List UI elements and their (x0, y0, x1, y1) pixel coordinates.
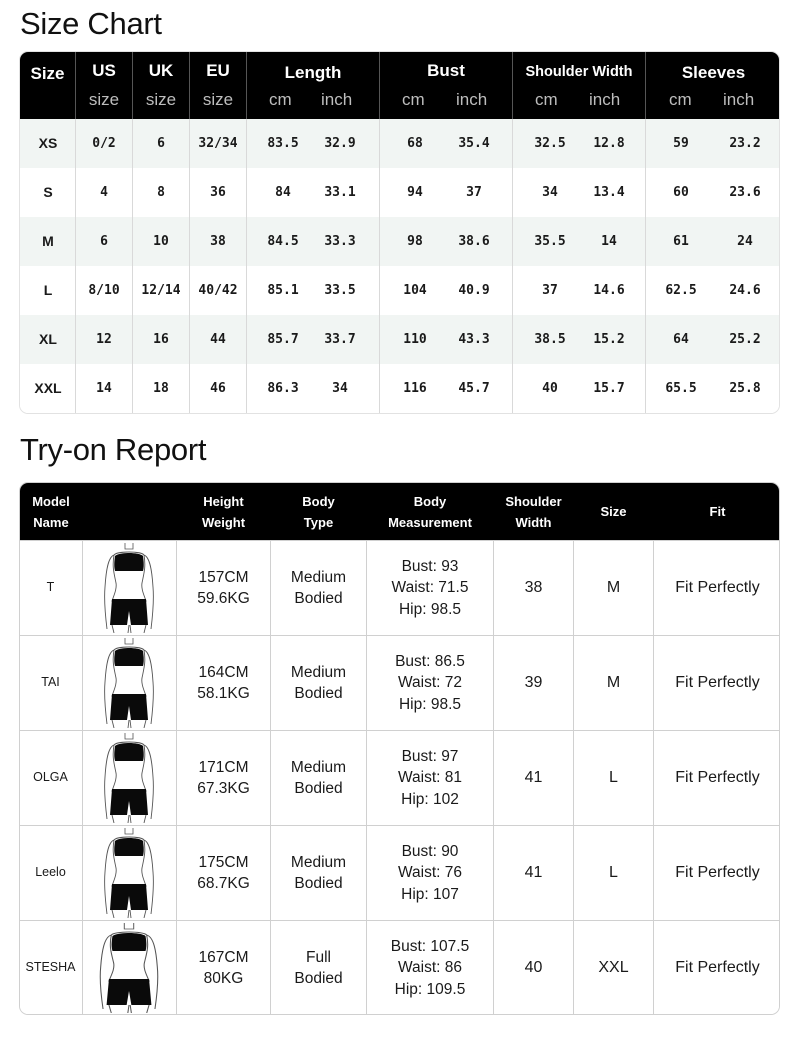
cell-bust-cm: 94 (407, 185, 423, 200)
cell-eu: 44 (210, 332, 226, 347)
cell-len-in: 32.9 (324, 136, 356, 151)
size-chart-row (20, 217, 780, 266)
cell-size: XS (38, 135, 58, 151)
tryon-header-fit (654, 483, 780, 540)
fit-value: Fit Perfectly (675, 674, 760, 692)
cell-bust-in: 37 (466, 185, 482, 200)
body-type-line2: Bodied (294, 875, 343, 892)
header-uk (133, 52, 189, 119)
cell-sl-cm: 65.5 (665, 381, 697, 396)
cell-size: XXL (34, 380, 62, 396)
column-divider (493, 540, 494, 1015)
cell-bust-cm: 68 (407, 136, 423, 151)
header-divider (645, 52, 646, 119)
tryon-header-bt-line1: Body (302, 493, 335, 509)
size-chart-header (20, 52, 780, 119)
tryon-row (20, 635, 780, 730)
body-figure-icon (84, 828, 174, 918)
header-length (247, 52, 379, 119)
cell-eu: 32/34 (198, 136, 238, 151)
bust-value: Bust: 90 (401, 842, 459, 860)
body-type-line1: Full (306, 948, 331, 966)
height-value: 167CM (198, 948, 249, 966)
cell-us: 12 (96, 332, 112, 347)
cell-sh-cm: 35.5 (534, 234, 566, 249)
cell-sl-cm: 60 (673, 185, 689, 200)
cell-len-cm: 83.5 (267, 136, 299, 151)
cell-sh-cm: 34 (542, 185, 558, 200)
hip-value: Hip: 107 (401, 885, 459, 903)
header-length-label: Length (284, 63, 342, 82)
bust-value: Bust: 93 (401, 557, 459, 575)
body-type-line1: Medium (290, 568, 347, 586)
cell-sl-cm: 59 (673, 136, 689, 151)
tryon-row (20, 920, 780, 1015)
size-chart-row (20, 168, 780, 217)
body-type (271, 636, 366, 730)
cell-eu: 46 (210, 381, 226, 396)
column-divider (366, 540, 367, 1015)
header-divider (379, 52, 380, 119)
cell-sh-cm: 32.5 (534, 136, 566, 151)
cell-sh-cm: 38.5 (534, 332, 566, 347)
tryon-header-sw-line2: Width (515, 514, 552, 530)
cell-uk: 16 (153, 332, 169, 347)
cell-size: XL (39, 331, 57, 347)
tryon-header-model-line2: Name (33, 514, 69, 530)
cell-uk: 18 (153, 381, 169, 396)
shoulder-width-value: 38 (524, 579, 543, 597)
waist-value: Waist: 81 (397, 769, 463, 787)
cell-size: M (42, 233, 54, 249)
body-type-line1: Medium (290, 758, 347, 776)
tryon-header-fit-label: Fit (709, 504, 726, 519)
cell-sh-in: 14 (601, 234, 617, 249)
weight-value: 58.1KG (197, 685, 250, 702)
cell-sh-cm: 37 (542, 283, 558, 298)
weight-value: 59.6KG (197, 590, 250, 607)
cell-len-cm: 86.3 (267, 381, 299, 396)
height-weight (177, 636, 270, 730)
shoulder-width-value: 41 (524, 864, 543, 882)
cell-bust-cm: 110 (403, 332, 427, 347)
body-type (271, 921, 366, 1015)
header-length-cm: cm (269, 90, 292, 109)
body-measurement (367, 826, 493, 920)
tryon-header-hw (177, 483, 270, 540)
waist-value: Waist: 71.5 (391, 579, 469, 597)
cell-us: 4 (100, 185, 108, 200)
body-measurement (367, 541, 493, 635)
header-eu-sub: size (202, 90, 234, 109)
size-chart-title: Size Chart (20, 6, 162, 41)
cell-len-cm: 84 (275, 185, 291, 200)
tryon-row (20, 540, 780, 635)
header-bust-label: Bust (427, 61, 465, 80)
column-divider (573, 540, 574, 1015)
size-chart-table (19, 51, 780, 414)
header-uk-label: UK (148, 61, 174, 80)
cell-bust-cm: 104 (403, 283, 427, 298)
body-type-line2: Bodied (294, 685, 343, 702)
cell-bust-in: 40.9 (458, 283, 490, 298)
header-size (20, 52, 75, 119)
header-bust-inch: inch (456, 90, 488, 109)
size-chart-row (20, 119, 780, 168)
header-divider (246, 52, 247, 119)
cell-sl-cm: 64 (673, 332, 689, 347)
model-name: T (46, 580, 55, 595)
cell-len-cm: 85.1 (267, 283, 299, 298)
cell-size: S (43, 184, 53, 200)
cell-sl-in: 25.2 (729, 332, 761, 347)
header-bust (380, 52, 512, 119)
cell-bust-in: 35.4 (458, 136, 490, 151)
tryon-header-hw-line2: Weight (201, 514, 246, 530)
header-sleeves-inch: inch (723, 90, 755, 109)
cell-sh-in: 15.7 (593, 381, 625, 396)
cell-bust-in: 38.6 (458, 234, 490, 249)
size-chart-row (20, 364, 780, 413)
body-type (271, 731, 366, 825)
cell-len-in: 33.3 (324, 234, 356, 249)
cell-sh-in: 12.8 (593, 136, 625, 151)
cell-eu: 38 (210, 234, 226, 249)
header-divider (132, 52, 133, 119)
model-name: OLGA (33, 770, 68, 785)
cell-us: 6 (100, 234, 108, 249)
cell-len-in: 33.7 (324, 332, 356, 347)
cell-eu: 36 (210, 185, 226, 200)
height-weight (177, 826, 270, 920)
hip-value: Hip: 98.5 (398, 600, 462, 618)
weight-value: 67.3KG (197, 780, 250, 797)
body-type-line2: Bodied (294, 780, 343, 797)
cell-sh-cm: 40 (542, 381, 558, 396)
cell-bust-in: 45.7 (458, 381, 490, 396)
cell-uk: 8 (157, 185, 165, 200)
cell-sl-cm: 61 (673, 234, 689, 249)
height-value: 175CM (198, 853, 249, 871)
cell-len-in: 34 (332, 381, 348, 396)
cell-len-in: 33.5 (324, 283, 356, 298)
cell-sl-in: 25.8 (729, 381, 761, 396)
header-divider (512, 52, 513, 119)
cell-sl-in: 24 (737, 234, 753, 249)
shoulder-width-value: 41 (524, 769, 543, 787)
tryon-header (20, 483, 780, 540)
cell-sl-in: 24.6 (729, 283, 761, 298)
tryon-header-bodytype (271, 483, 366, 540)
height-weight (177, 921, 270, 1015)
cell-len-in: 33.1 (324, 185, 356, 200)
waist-value: Waist: 72 (397, 674, 462, 692)
shoulder-width-value: 39 (524, 674, 543, 692)
tryon-report-title: Try-on Report (20, 432, 207, 467)
tryon-header-bm-line2: Measurement (388, 514, 472, 530)
header-us (76, 52, 132, 119)
bust-value: Bust: 97 (401, 747, 459, 765)
size-value: M (606, 674, 621, 692)
tryon-report-table (19, 482, 780, 1015)
header-divider (189, 52, 190, 119)
cell-uk: 12/14 (141, 283, 181, 298)
cell-len-cm: 85.7 (267, 332, 299, 347)
size-chart-row (20, 315, 780, 364)
bust-value: Bust: 86.5 (395, 652, 465, 670)
header-sleeves-label: Sleeves (681, 63, 746, 82)
header-length-inch: inch (321, 90, 353, 109)
cell-sl-in: 23.6 (729, 185, 761, 200)
cell-sl-cm: 62.5 (665, 283, 697, 298)
header-shoulder-inch: inch (589, 90, 621, 109)
body-figure-icon (84, 638, 174, 728)
tryon-header-shoulder (494, 483, 573, 540)
body-type-line1: Medium (290, 663, 347, 681)
weight-value: 80KG (203, 970, 244, 987)
header-divider (75, 52, 76, 119)
header-us-sub: size (88, 90, 120, 109)
height-weight (177, 731, 270, 825)
size-value: M (606, 579, 621, 597)
body-type-line1: Medium (290, 853, 347, 871)
cell-bust-in: 43.3 (458, 332, 490, 347)
body-measurement (367, 921, 493, 1015)
header-bust-cm: cm (402, 90, 425, 109)
header-eu (190, 52, 246, 119)
hip-value: Hip: 109.5 (394, 980, 466, 998)
body-type (271, 826, 366, 920)
body-measurement (367, 636, 493, 730)
cell-size: L (43, 282, 53, 298)
size-value: L (609, 769, 618, 787)
tryon-header-model-line1: Model (32, 493, 70, 509)
model-name: Leelo (35, 865, 66, 880)
tryon-header-size (574, 483, 653, 540)
height-value: 164CM (198, 663, 249, 681)
header-eu-label: EU (206, 61, 230, 80)
tryon-row (20, 825, 780, 920)
tryon-header-size-label: Size (600, 504, 627, 519)
size-value: L (609, 864, 618, 882)
tryon-header-model (20, 483, 82, 540)
shoulder-width-value: 40 (524, 959, 543, 977)
cell-bust-cm: 98 (407, 234, 423, 249)
body-type-line2: Bodied (294, 970, 343, 987)
header-size-label: Size (30, 64, 65, 83)
header-shoulder-cm: cm (535, 90, 558, 109)
header-sleeves (646, 52, 780, 119)
fit-value: Fit Perfectly (675, 769, 760, 787)
cell-us: 0/2 (92, 136, 116, 151)
body-figure-icon (84, 733, 174, 823)
tryon-header-sw-line1: Shoulder (505, 493, 562, 509)
tryon-header-hw-line1: Height (203, 493, 244, 509)
cell-sh-in: 15.2 (593, 332, 625, 347)
cell-uk: 6 (157, 136, 165, 151)
column-divider (653, 540, 654, 1015)
height-weight (177, 541, 270, 635)
cell-len-cm: 84.5 (267, 234, 299, 249)
body-measurement (367, 731, 493, 825)
size-value: XXL (598, 959, 629, 977)
cell-uk: 10 (153, 234, 169, 249)
body-figure-icon (84, 923, 174, 1013)
header-shoulder-label: Shoulder Width (525, 64, 633, 80)
body-figure-icon (84, 543, 174, 633)
column-divider (270, 540, 271, 1015)
tryon-header-bm-line1: Body (413, 493, 447, 509)
weight-value: 68.7KG (197, 875, 250, 892)
column-divider (82, 540, 83, 1015)
column-divider (176, 540, 177, 1015)
header-shoulder (513, 52, 645, 119)
size-chart-row (20, 266, 780, 315)
model-name: STESHA (25, 960, 76, 975)
height-value: 171CM (198, 758, 249, 776)
body-type (271, 541, 366, 635)
bust-value: Bust: 107.5 (390, 937, 470, 955)
model-name: TAI (41, 675, 60, 690)
cell-sh-in: 13.4 (593, 185, 625, 200)
hip-value: Hip: 98.5 (398, 695, 462, 713)
cell-eu: 40/42 (198, 283, 238, 298)
waist-value: Waist: 76 (397, 864, 463, 882)
cell-us: 14 (96, 381, 112, 396)
height-value: 157CM (198, 568, 249, 586)
hip-value: Hip: 102 (401, 790, 459, 808)
tryon-header-measurement (367, 483, 493, 540)
header-uk-sub: size (145, 90, 177, 109)
cell-bust-cm: 116 (403, 381, 427, 396)
header-sleeves-cm: cm (669, 90, 692, 109)
fit-value: Fit Perfectly (675, 864, 760, 882)
waist-value: Waist: 86 (397, 959, 462, 977)
cell-sl-in: 23.2 (729, 136, 761, 151)
tryon-header-bt-line2: Type (303, 514, 334, 530)
fit-value: Fit Perfectly (675, 579, 760, 597)
cell-us: 8/10 (88, 283, 120, 298)
header-us-label: US (92, 61, 116, 80)
tryon-row (20, 730, 780, 825)
fit-value: Fit Perfectly (675, 959, 760, 977)
cell-sh-in: 14.6 (593, 283, 625, 298)
body-type-line2: Bodied (294, 590, 343, 607)
